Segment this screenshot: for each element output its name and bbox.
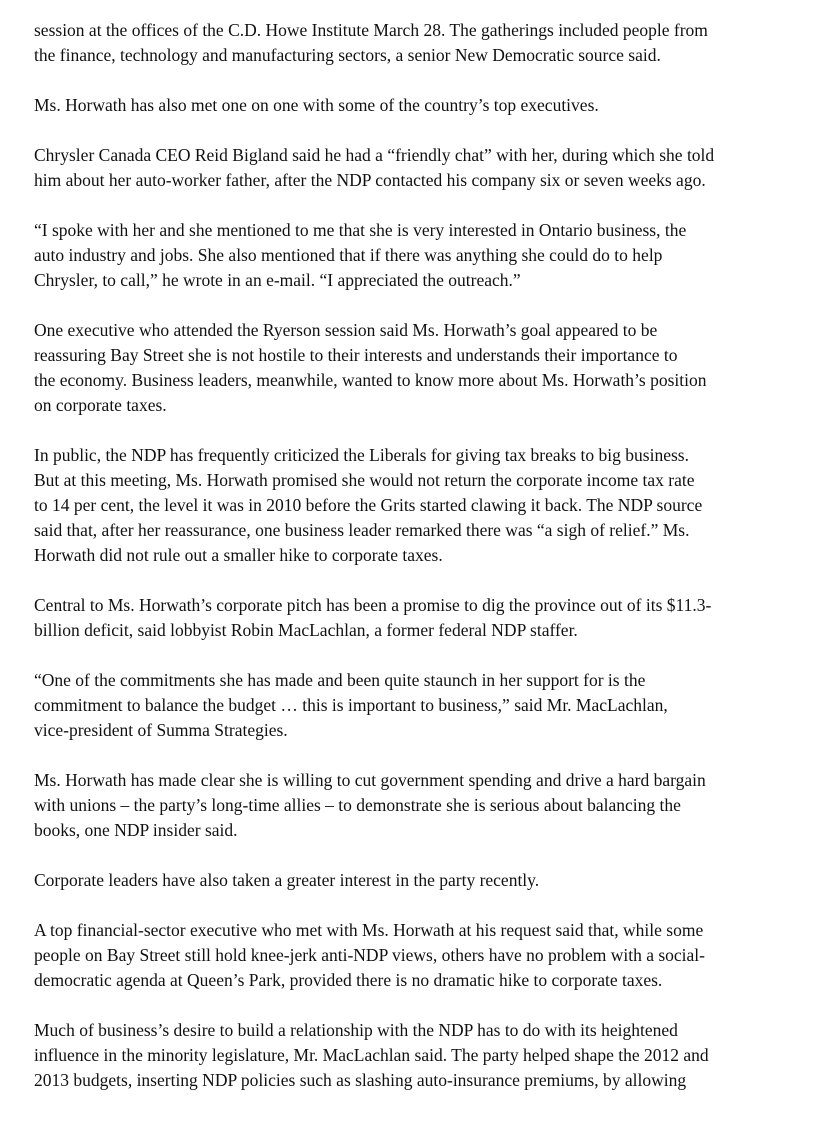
text-line: In public, the NDP has frequently criticized the Liberals for giving tax breaks to big business. bbox=[34, 445, 689, 465]
text-line: auto industry and jobs. She also mentioned that if there was anything she could do to help bbox=[34, 245, 663, 265]
text-line: Chrysler Canada CEO Reid Bigland said he had a “friendly chat” with her, during which she told bbox=[34, 145, 715, 165]
text-line: session at the offices of the C.D. Howe Institute March 28. The gatherings included people from bbox=[34, 20, 708, 40]
paragraph bbox=[34, 143, 794, 193]
text-line: Chrysler, to call,” he wrote in an e-mail. “I appreciated the outreach.” bbox=[34, 270, 521, 290]
text-line: A top financial-sector executive who met with Ms. Horwath at his request said that, while some bbox=[34, 920, 704, 940]
text-line: But at this meeting, Ms. Horwath promised she would not return the corporate income tax rate bbox=[34, 470, 695, 490]
text-line: commitment to balance the budget … this is important to business,” said Mr. MacLachlan, bbox=[34, 695, 668, 715]
text-line: billion deficit, said lobbyist Robin MacLachlan, a former federal NDP staffer. bbox=[34, 620, 578, 640]
text-line: Much of business’s desire to build a relationship with the NDP has to do with its heightened bbox=[34, 1020, 678, 1040]
text-line: said that, after her reassurance, one business leader remarked there was “a sigh of relief.” Ms. bbox=[34, 520, 690, 540]
paragraph bbox=[34, 18, 794, 68]
paragraph bbox=[34, 443, 794, 568]
text-line: him about her auto-worker father, after the NDP contacted his company six or seven weeks ago. bbox=[34, 170, 706, 190]
text-line: Central to Ms. Horwath’s corporate pitch has been a promise to dig the province out of its $11.3- bbox=[34, 595, 712, 615]
paragraph bbox=[34, 768, 794, 843]
paragraph bbox=[34, 93, 794, 118]
text-line: people on Bay Street still hold knee-jerk anti-NDP views, others have no problem with a social- bbox=[34, 945, 705, 965]
text-line: “One of the commitments she has made and been quite staunch in her support for is the bbox=[34, 670, 646, 690]
text-line: the finance, technology and manufacturing sectors, a senior New Democratic source said. bbox=[34, 45, 661, 65]
paragraph bbox=[34, 668, 794, 743]
text-line: on corporate taxes. bbox=[34, 395, 167, 415]
text-line: Corporate leaders have also taken a greater interest in the party recently. bbox=[34, 870, 540, 890]
text-line: influence in the minority legislature, Mr. MacLachlan said. The party helped shape the 2012 and bbox=[34, 1045, 709, 1065]
text-line: vice-president of Summa Strategies. bbox=[34, 720, 288, 740]
text-line: Horwath did not rule out a smaller hike to corporate taxes. bbox=[34, 545, 443, 565]
text-line: Ms. Horwath has also met one on one with some of the country’s top executives. bbox=[34, 95, 599, 115]
text-line: reassuring Bay Street she is not hostile to their interests and understands their importance to bbox=[34, 345, 678, 365]
paragraph bbox=[34, 918, 794, 993]
paragraph bbox=[34, 1018, 794, 1093]
text-line: democratic agenda at Queen’s Park, provided there is no dramatic hike to corporate taxes. bbox=[34, 970, 663, 990]
text-line: books, one NDP insider said. bbox=[34, 820, 238, 840]
text-line: 2013 budgets, inserting NDP policies such as slashing auto-insurance premiums, by allowing bbox=[34, 1070, 687, 1090]
article-body bbox=[34, 18, 794, 1093]
text-line: the economy. Business leaders, meanwhile, wanted to know more about Ms. Horwath’s position bbox=[34, 370, 707, 390]
text-line: with unions – the party’s long-time allies – to demonstrate she is serious about balancing the bbox=[34, 795, 681, 815]
text-line: One executive who attended the Ryerson session said Ms. Horwath’s goal appeared to be bbox=[34, 320, 658, 340]
text-line: Ms. Horwath has made clear she is willing to cut government spending and drive a hard bargain bbox=[34, 770, 706, 790]
text-line: “I spoke with her and she mentioned to me that she is very interested in Ontario business, the bbox=[34, 220, 687, 240]
paragraph bbox=[34, 868, 794, 893]
paragraph bbox=[34, 218, 794, 293]
paragraph bbox=[34, 593, 794, 643]
text-line: to 14 per cent, the level it was in 2010 before the Grits started clawing it back. The NDP source bbox=[34, 495, 703, 515]
paragraph bbox=[34, 318, 794, 418]
